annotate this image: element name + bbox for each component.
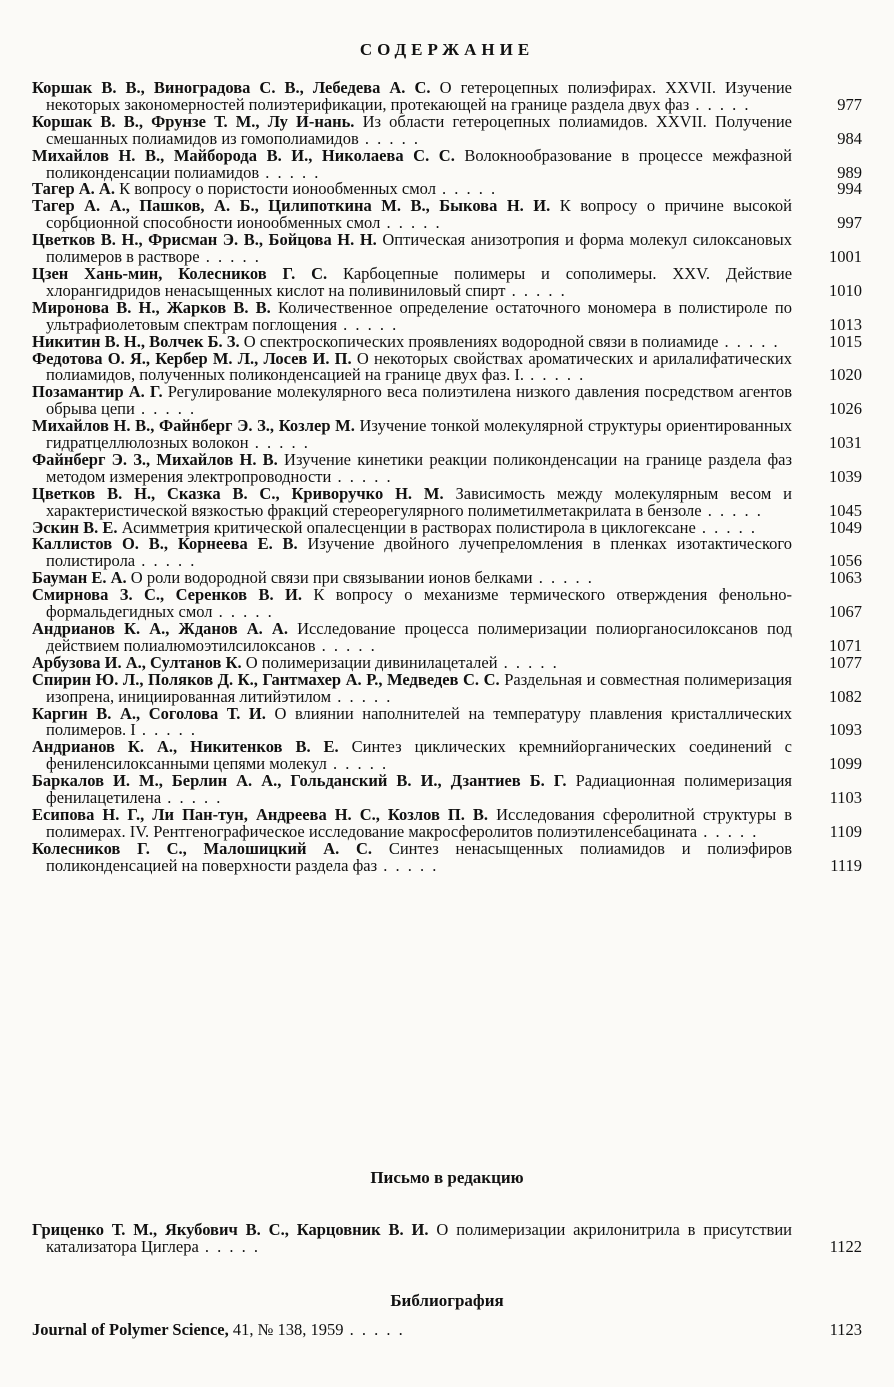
entry-authors: Каллистов О. В., Корнеева Е. В. [32,534,298,554]
entry-page-number: 1001 [829,247,862,267]
entry-authors: Файнберг Э. З., Михайлов Н. В. [32,449,278,469]
toc-entry [32,232,862,266]
entry-page-number: 1020 [829,365,862,385]
entry-page-number: 984 [837,128,862,148]
toc-entry [32,669,862,706]
leader-dots: . . . . . [199,247,261,267]
entry-authors: Никитин В. Н., Волчек Б. З. [32,331,240,351]
entry-authors: Спирин Ю. Л., Поляков Д. К., Гантмахер А. Р., Медведев С. С. [32,669,500,689]
entry-authors: Колесников Г. С., Малошицкий А. С. [32,838,373,858]
leader-dots: . . . . . [248,433,310,453]
entry-title: Раздельная и совместная полимеризация изопрена, инициированная литийэтилом [46,669,793,706]
entry-authors: Цветков В. Н., Сказка В. С., Криворучко Н. М. [32,483,444,503]
entry-title: О полимеризации дивинилацеталей [245,652,498,672]
entry-page-number: 1056 [829,551,862,571]
leader-dots: . . . . . [161,788,223,808]
entry-page-number: 989 [837,162,862,182]
entry-title: К вопросу о причине высокой сорбционной способности ионообменных смол [46,196,792,233]
entry-page-number: 1031 [829,433,862,453]
leader-dots: . . . . . [259,162,321,182]
toc-entry [32,587,862,621]
entry-page-number: 1103 [829,788,862,808]
entry-page-number: 1045 [829,500,862,520]
entry-title: О роли водородной связи при связывании ионов белками [130,568,533,588]
entry-page-number: 1039 [829,466,862,486]
entry-title: О некоторых свойствах ароматических и арилалифатических полиамидов, полученных поликонденсацией на границе двух фаз. I. [46,348,793,385]
toc-entry [32,838,862,875]
toc-entry [32,1322,862,1339]
entry-page-number: 1077 [829,652,862,672]
entry-authors: Тагер А. А. [32,179,115,199]
entry-page-number: 1049 [829,517,862,537]
leader-dots: . . . . . [212,602,274,622]
entry-authors: Андрианов К. А., Никитенков В. Е. [32,737,339,757]
entry-title: Исследование процесса полимеризации полиорганосилоксанов под действием полиалюмоэтилсилоксанов [46,619,793,655]
entry-page-number: 1063 [829,568,862,588]
entry-page-number: 997 [837,213,862,233]
entry-authors: Тагер А. А., Пашков, А. Б., Цилипоткина М. В., Быкова Н. И. [32,196,551,216]
leader-dots: . . . . . [135,551,197,571]
entry-page-number: 994 [837,179,862,199]
entry-authors: Михайлов Н. В., Файнберг Э. З., Козлер М. [32,416,355,436]
toc-entry [32,297,862,334]
leader-dots: . . . . . [326,754,389,774]
entry-title: О полимеризации акрилонитрила в присутствии катализатора Циглера [46,1220,793,1256]
entry-authors: Позамантир А. Г. [32,382,163,402]
entry-title: Карбоцепные полимеры и сополимеры. XXV. Действие хлорангидридов ненасыщенных кислот на поливиниловый спирт [46,263,793,300]
toc-entry [32,384,862,418]
entry-title: Зависимость между молекулярным весом и характеристической вязкостью фракций стереорегулярного полиметилметакрилата в бензоле [46,483,793,520]
toc-entry [32,739,862,773]
entry-authors: Коршак В. В., Фрунзе Т. М., Лу И-нань. [32,111,355,131]
entry-title: Синтез ненасыщенных полиамидов и полиэфиров поликонденсацией на поверхности раздела фаз [46,838,793,875]
leader-dots: . . . . . [337,314,399,334]
leader-dots: . . . . . [497,652,559,672]
toc-entry [32,348,862,385]
entry-page-number: 1109 [829,821,862,841]
entry-title: Изучение тонкой молекулярной структуры ориентированных гидратцеллюлозных волокон [46,416,792,453]
entry-authors: Андрианов К. А., Жданов А. А. [32,619,288,638]
toc-entry [32,483,862,520]
toc-entry [32,536,862,570]
entry-title: Изучение двойного лучепреломления в пленках изотактического полистирола [46,534,793,571]
entry-title: Количественное определение остаточного мономера в полистироле по ультрафиолетовым спектрам поглощения [46,297,792,334]
leader-dots: . . . . . [331,466,393,486]
entry-authors: Баркалов И. М., Берлин А. А., Гольданский В. И., Дзантиев Б. Г. [32,771,567,791]
toc-entry [32,263,862,300]
entry-page-number: 1099 [829,754,862,774]
entry-title: О гетероцепных полиэфирах. XXVII. Изучение некоторых закономерностей полиэтерификации, протекающей на границе раздела двух фаз [46,78,792,114]
entry-title: Регулирование молекулярного веса полиэтилена низкого давления посредством агентов обрыва цепи [46,382,793,419]
entry-title: К вопросу о механизме термического отверждения фенольно-формальдегидных смол [46,585,793,622]
entry-page-number: 1015 [829,331,862,351]
toc-entry [32,1222,862,1256]
toc-entry [32,80,862,114]
leader-dots: . . . . . [135,720,197,740]
entry-authors: Гриценко Т. М., Якубович В. С., Карцовник В. И. [32,1220,429,1239]
entry-title: Исследования сферолитной структуры в полимерах. IV. Рентгенографическое исследование макросферолитов полиэтиленсебацината [46,804,793,841]
leader-dots: . . . . . [198,1236,261,1256]
entry-authors: Есипова Н. Г., Ли Пан-тун, Андреева Н. С., Козлов П. В. [32,804,489,824]
toc-entry [32,418,862,452]
entry-authors: Миронова В. Н., Жарков В. В. [32,297,271,317]
bibliography-section-title: Библиография [390,1291,504,1310]
leader-dots: . . . . . [695,517,758,537]
entry-authors: Смирнова З. С., Серенков В. И. [32,585,302,605]
entry-authors: Коршак В. В., Виноградова С. В., Лебедева А. С. [32,78,431,97]
entry-title: Изучение кинетики реакции поликонденсации на границе раздела фаз методом измерения электропроводности [46,449,793,486]
leader-dots: . . . . . [532,568,594,588]
toc-entry [32,111,862,148]
entry-page-number: 1071 [829,635,862,655]
entry-title: Волокнообразование в процессе межфазной поликонденсации полиамидов [46,145,792,182]
entry-authors: Бауман Е. А. [32,568,127,588]
entry-title: Синтез циклических кремнийорганических соединений с фениленсилоксанными цепями молекул [46,737,792,774]
toc-entry [32,621,862,655]
toc-main-list [32,80,862,875]
entry-page-number: 1093 [829,720,862,740]
leader-dots: . . . . . [435,179,498,199]
entry-page-number: 977 [837,94,862,114]
toc-entry [32,773,862,807]
toc-entry [32,145,862,182]
entry-authors: Цветков В. Н., Фрисман Э. В., Бойцова Н. Н. [32,230,377,250]
entry-page-number: 1026 [829,399,862,419]
entry-title: О влиянии наполнителей на температуру плавления кристаллических полимеров. I [46,703,792,740]
entry-authors: Арбузова И. А., Султанов К. [32,652,242,672]
leader-dots: . . . . . [380,213,442,233]
leader-dots: . . . . . [134,399,197,419]
toc-letters-list [32,1222,862,1256]
entry-authors: Михайлов Н. В., Майборода В. И., Николаева С. С. [32,145,455,165]
leader-dots: . . . . . [505,280,567,300]
toc-entry [32,804,862,841]
entry-authors: Федотова О. Я., Кербер М. Л., Лосев И. П. [32,348,352,368]
entry-page-number: 1123 [829,1320,862,1339]
entry-page-number: 1122 [829,1236,862,1256]
leader-dots: . . . . . [689,94,751,114]
entry-page-number: 1082 [829,686,862,706]
toc-bibliography-list [32,1322,862,1339]
entry-title: К вопросу о пористости ионообменных смол [119,179,436,199]
entry-page-number: 1010 [829,280,862,300]
toc-entry [32,198,862,232]
entry-authors: Цзен Хань-мин, Колесников Г. С. [32,263,328,283]
letters-section-title: Письмо в редакцию [370,1168,524,1187]
leader-dots: . . . . . [331,686,393,706]
leader-dots: . . . . . [718,331,780,351]
entry-title: О спектроскопических проявлениях водородной связи в полиамиде [243,331,719,351]
leader-dots: . . . . . [358,128,420,148]
entry-title: Из области гетероцепных полиамидов. XXVII. Получение смешанных полиамидов из гомополиамидов [46,111,792,148]
leader-dots: . . . . . [315,635,377,655]
toc-entry [32,703,862,740]
toc-entry [32,449,862,486]
leader-dots: . . . . . [377,855,439,875]
entry-authors: Каргин В. А., Соголова Т. И. [32,703,266,723]
leader-dots: . . . . . [343,1320,405,1339]
leader-dots: . . . . . [697,821,759,841]
page-title: СОДЕРЖАНИЕ [359,40,535,59]
leader-dots: . . . . . [701,500,763,520]
entry-authors: Journal of Polymer Science, [32,1320,229,1339]
entry-page-number: 1067 [829,602,862,622]
entry-page-number: 1013 [829,314,862,334]
entry-title: Радиационная полимеризация фенилацетилена [46,771,792,808]
entry-title: 41, № 138, 1959 [232,1320,344,1339]
entry-authors: Эскин В. Е. [32,517,118,537]
entry-title: Асимметрия критической опалесценции в растворах полистирола в циклогексане [121,517,696,537]
leader-dots: . . . . . [524,365,586,385]
entry-title: Оптическая анизотропия и форма молекул силоксановых полимеров в растворе [46,230,793,267]
entry-page-number: 1119 [830,855,862,875]
